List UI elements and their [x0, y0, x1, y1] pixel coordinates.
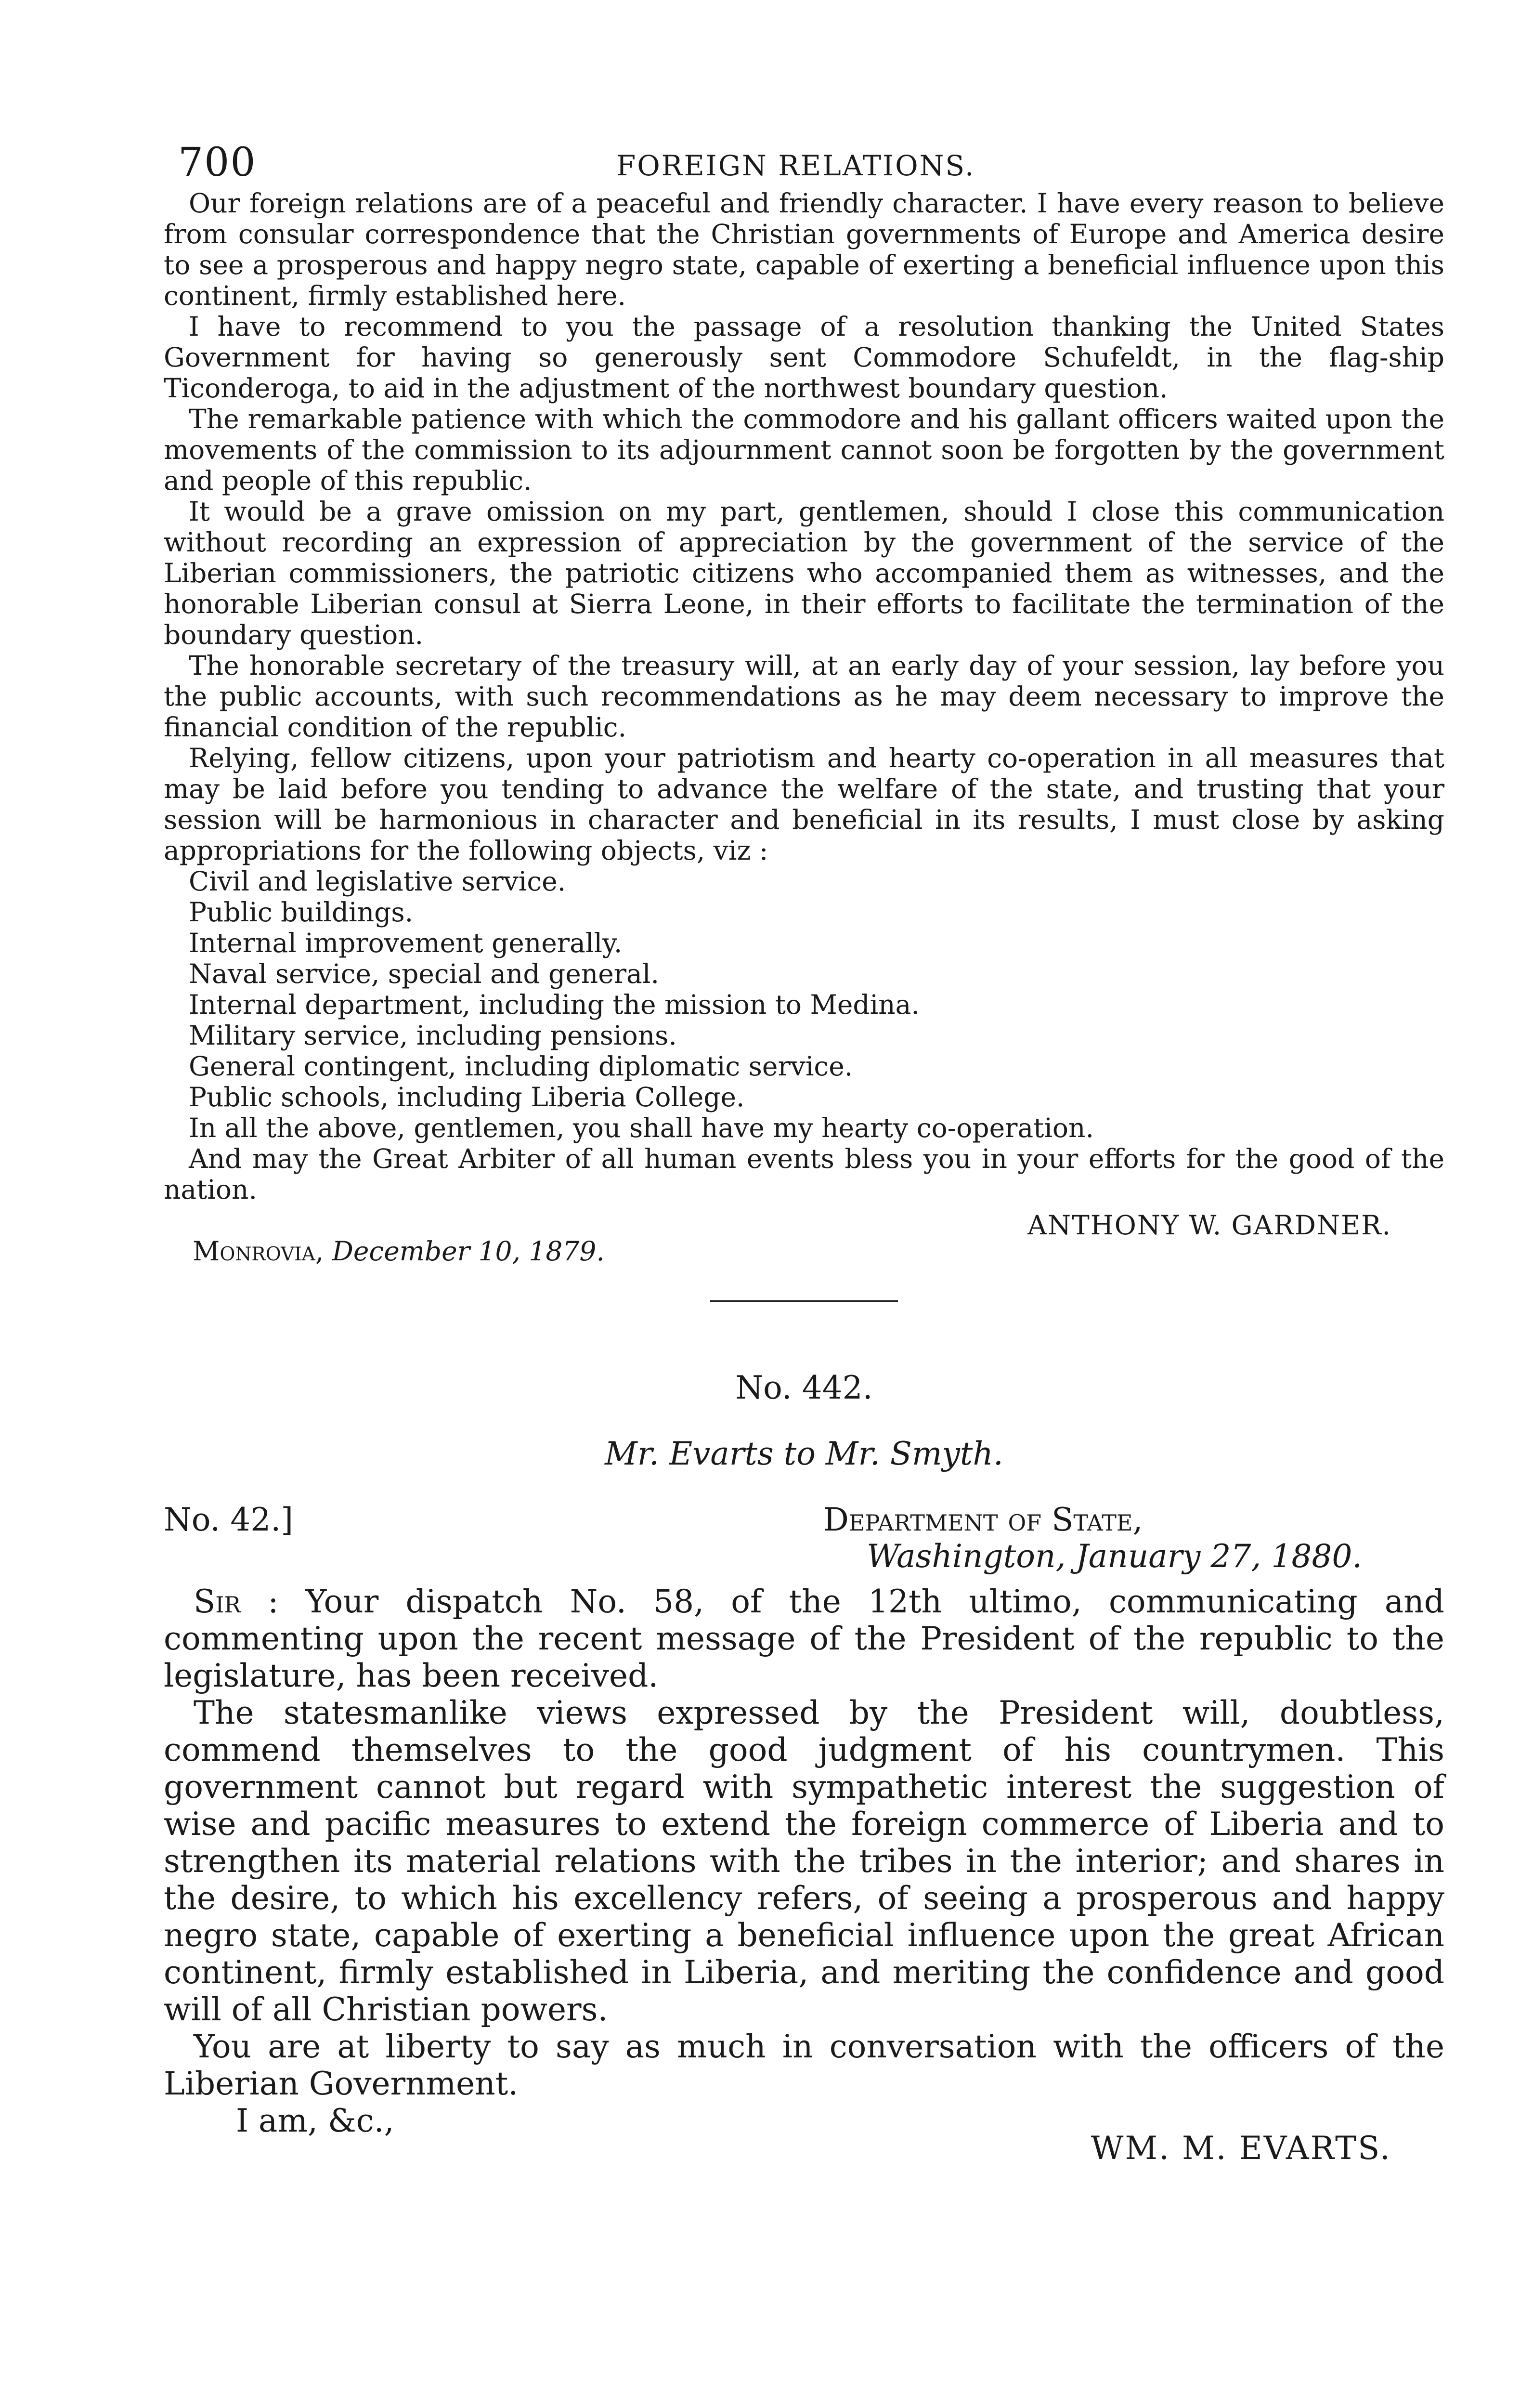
message-paragraph: The remarkable patience with which the commodore and his gallant officers waited upon the movements of the commission to its adjournment cannot soon be forgotten by the government and people of this republic.	[164, 404, 1444, 496]
document-title: Mr. Evarts to Mr. Smyth.	[605, 1435, 1003, 1472]
message-closing-paragraph: And may the Great Arbiter of all human events bless you in your efforts for the good of the nation.	[164, 1143, 1444, 1205]
salutation: Sir :	[194, 1583, 279, 1620]
message-paragraph: The honorable secretary of the treasury will, at an early day of your session, lay before you the public accounts, with such recommendations as he may deem necessary to improve the financial condition of the republic.	[164, 650, 1444, 743]
message-paragraph: Our foreign relations are of a peaceful and friendly character. I have every reason to believe from consular correspondence that the Christian governments of Europe and America desire to see a prosperous and happy negro state, capable of exerting a beneficial influence upon this continent, firmly established here.	[164, 188, 1444, 311]
president-message	[164, 188, 1444, 1205]
message-paragraph: Relying, fellow citizens, upon your patriotism and hearty co-operation in all measures that may be laid before you tending to advance the welfare of the state, and trusting that your session will be harmonious in character and beneficial in its results, I must close by asking appropriations for the following objects, viz :	[164, 743, 1444, 866]
dateline-date: December 10, 1879.	[332, 1236, 605, 1267]
list-item: Naval service, special and general.	[189, 958, 659, 989]
list-item: Civil and legislative service.	[189, 866, 566, 897]
list-item: Internal department, including the mission to Medina.	[189, 989, 920, 1020]
appropriation-list	[164, 866, 1444, 1112]
letter-paragraph-text: Your dispatch No. 58, of the 12th ultimo, communicating and commenting upon the recent message of the President of the republic to the legislature, has been received.	[164, 1583, 1444, 1694]
dispatch-number: No. 42.]	[164, 1501, 293, 1538]
dateline-place: Monrovia,	[193, 1236, 324, 1267]
dispatch-heading	[164, 1501, 1444, 1573]
letter-paragraph	[164, 1583, 1444, 1694]
letter-body	[164, 1583, 1444, 2102]
list-item: Internal improvement generally.	[189, 928, 623, 958]
letter-signature: WM. M. EVARTS.	[1091, 2130, 1391, 2167]
message-closing-paragraph: In all the above, gentlemen, you shall have my hearty co-operation.	[189, 1112, 1094, 1143]
letter-paragraph: The statesmanlike views expressed by the President will, doubtless, commend themselves to the good judgment of his countrymen. This government cannot but regard with sympathetic interest the suggestion of wise and pacific measures to extend the foreign commerce of Liberia and to strengthen its material relations with the tribes in the interior; and shares in the desire, to which his excellency refers, of seeing a prosperous and happy negro state, capable of exerting a beneficial influence upon the great African continent, firmly established in Liberia, and meriting the confidence and good will of all Christian powers.	[164, 1694, 1444, 2028]
list-item: General contingent, including diplomatic service.	[189, 1051, 853, 1082]
page-header	[164, 125, 1444, 188]
section-divider	[710, 1300, 898, 1302]
letter-closing: I am, &c.,	[236, 2102, 394, 2139]
list-item: Public buildings.	[189, 897, 414, 928]
letter-paragraph: You are at liberty to say as much in conversation with the officers of the Liberian Government.	[164, 2028, 1444, 2102]
list-item: Public schools, including Liberia College.	[189, 1082, 745, 1112]
page-number: 700	[178, 140, 257, 185]
running-head: FOREIGN RELATIONS.	[616, 149, 975, 182]
list-item: Military service, including pensions.	[189, 1020, 677, 1051]
message-paragraph: It would be a grave omission on my part, gentlemen, should I close this communication without recording an expression of appreciation by the government of the service of the Liberian commissioners, the patriotic citizens who accompanied them as witnesses, and the honorable Liberian consul at Sierra Leone, in their efforts to facilitate the termination of the boundary question.	[164, 496, 1444, 650]
message-signature: ANTHONY W. GARDNER.	[1027, 1210, 1391, 1241]
message-paragraph: I have to recommend to you the passage of a resolution thanking the United States Government for having so generously sent Commodore Schufeldt, in the flag-ship Ticonderoga, to aid in the adjustment of the northwest boundary question.	[164, 311, 1444, 404]
department-name: Department of State,	[823, 1501, 1143, 1538]
document-number: No. 442.	[735, 1369, 873, 1406]
document-page	[164, 125, 1444, 2167]
place-and-date: Washington, January 27, 1880.	[867, 1538, 1363, 1575]
